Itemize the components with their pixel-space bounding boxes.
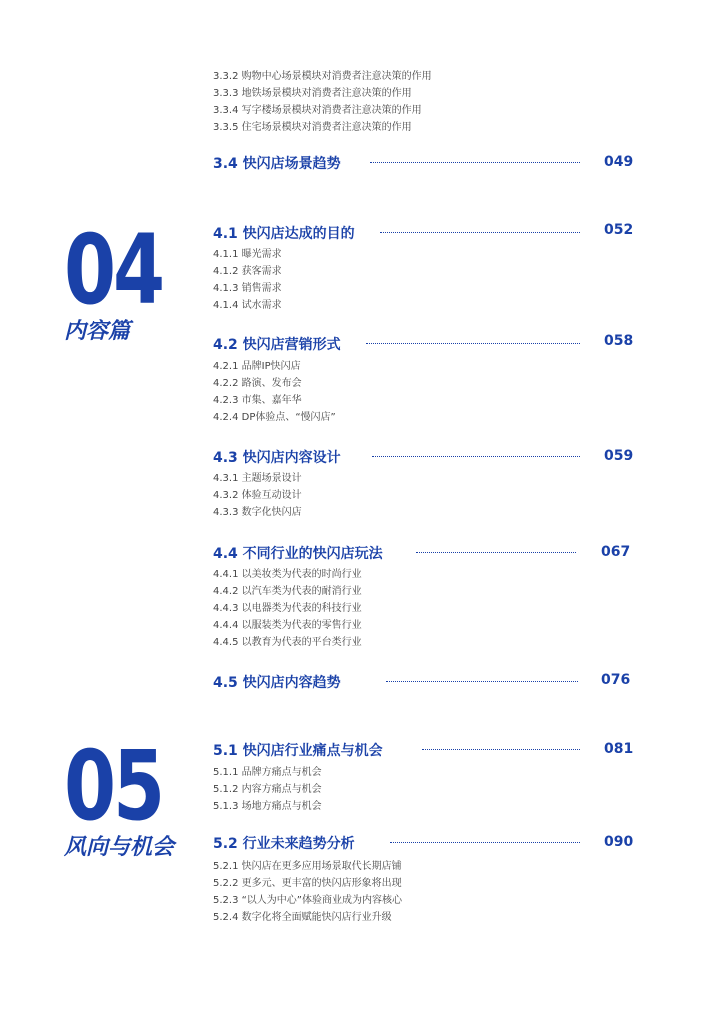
toc-leader-dots [390,842,580,843]
toc-item-4-4-3[interactable]: 4.4.3 以电器类为代表的科技行业 [213,603,362,614]
toc-page-3-4: 049 [604,154,634,170]
toc-page-4-3: 059 [604,448,634,464]
toc-item-4-1-2[interactable]: 4.1.2 获客需求 [213,266,282,277]
toc-item-4-4-2[interactable]: 4.4.2 以汽车类为代表的耐消行业 [213,586,362,597]
toc-item-5-1-3[interactable]: 5.1.3 场地方痛点与机会 [213,801,322,812]
toc-item-4-2-1[interactable]: 4.2.1 品牌IP快闪店 [213,361,301,372]
toc-heading-5-1[interactable]: 5.1 快闪店行业痛点与机会 [213,743,383,759]
toc-item-4-1-3[interactable]: 4.1.3 销售需求 [213,283,282,294]
toc-item-4-3-1[interactable]: 4.3.1 主题场景设计 [213,473,302,484]
toc-item-4-3-2[interactable]: 4.3.2 体验互动设计 [213,490,302,501]
toc-heading-4-4[interactable]: 4.4 不同行业的快闪店玩法 [213,546,383,562]
toc-heading-3-4[interactable]: 3.4 快闪店场景趋势 [213,156,341,172]
toc-page-4-4: 067 [601,544,631,560]
toc-page-4-2: 058 [604,333,634,349]
toc-heading-4-5[interactable]: 4.5 快闪店内容趋势 [213,675,341,691]
toc-leader-dots [386,681,578,682]
chapter-04-label: 内容篇 [64,319,131,344]
toc-item-4-2-3[interactable]: 4.2.3 市集、嘉年华 [213,395,302,406]
toc-leader-dots [416,552,576,553]
toc-heading-4-3[interactable]: 4.3 快闪店内容设计 [213,450,341,466]
toc-item-4-2-2[interactable]: 4.2.2 路演、发布会 [213,378,302,389]
toc-item-5-2-4[interactable]: 5.2.4 数字化将全面赋能快闪店行业升级 [213,912,392,923]
toc-item-4-2-4[interactable]: 4.2.4 DP体验点、“慢闪店” [213,412,336,423]
toc-item-4-4-4[interactable]: 4.4.4 以服装类为代表的零售行业 [213,620,362,631]
toc-heading-4-2[interactable]: 4.2 快闪店营销形式 [213,337,341,353]
toc-leader-dots [370,162,580,163]
toc-item-4-4-5[interactable]: 4.4.5 以教育为代表的平台类行业 [213,637,362,648]
toc-item-5-2-3[interactable]: 5.2.3 “以人为中心”体验商业成为内容核心 [213,895,402,906]
toc-leader-dots [372,456,580,457]
toc-page-5-1: 081 [604,741,634,757]
toc-page-4-5: 076 [601,672,631,688]
toc-leader-dots [366,343,580,344]
toc-item-4-1-4[interactable]: 4.1.4 试水需求 [213,300,282,311]
chapter-05-number: 05 [64,730,162,842]
toc-item-3-3-4[interactable]: 3.3.4 写字楼场景模块对消费者注意决策的作用 [213,105,422,116]
chapter-05-label: 风向与机会 [64,835,175,860]
toc-leader-dots [422,749,580,750]
toc-item-4-3-3[interactable]: 4.3.3 数字化快闪店 [213,507,302,518]
chapter-04-number: 04 [64,214,162,326]
toc-item-4-1-1[interactable]: 4.1.1 曝光需求 [213,249,282,260]
toc-item-4-4-1[interactable]: 4.4.1 以美妆类为代表的时尚行业 [213,569,362,580]
toc-leader-dots [380,232,580,233]
toc-item-3-3-5[interactable]: 3.3.5 住宅场景模块对消费者注意决策的作用 [213,122,412,133]
toc-page-4-1: 052 [604,222,634,238]
toc-page-5-2: 090 [604,834,634,850]
toc-item-5-2-1[interactable]: 5.2.1 快闪店在更多应用场景取代长期店铺 [213,861,402,872]
toc-item-5-1-2[interactable]: 5.1.2 内容方痛点与机会 [213,784,322,795]
toc-item-5-2-2[interactable]: 5.2.2 更多元、更丰富的快闪店形象将出现 [213,878,402,889]
toc-heading-4-1[interactable]: 4.1 快闪店达成的目的 [213,226,355,242]
toc-item-3-3-2[interactable]: 3.3.2 购物中心场景模块对消费者注意决策的作用 [213,71,432,82]
toc-item-5-1-1[interactable]: 5.1.1 品牌方痛点与机会 [213,767,322,778]
toc-heading-5-2[interactable]: 5.2 行业未来趋势分析 [213,836,355,852]
toc-item-3-3-3[interactable]: 3.3.3 地铁场景模块对消费者注意决策的作用 [213,88,412,99]
